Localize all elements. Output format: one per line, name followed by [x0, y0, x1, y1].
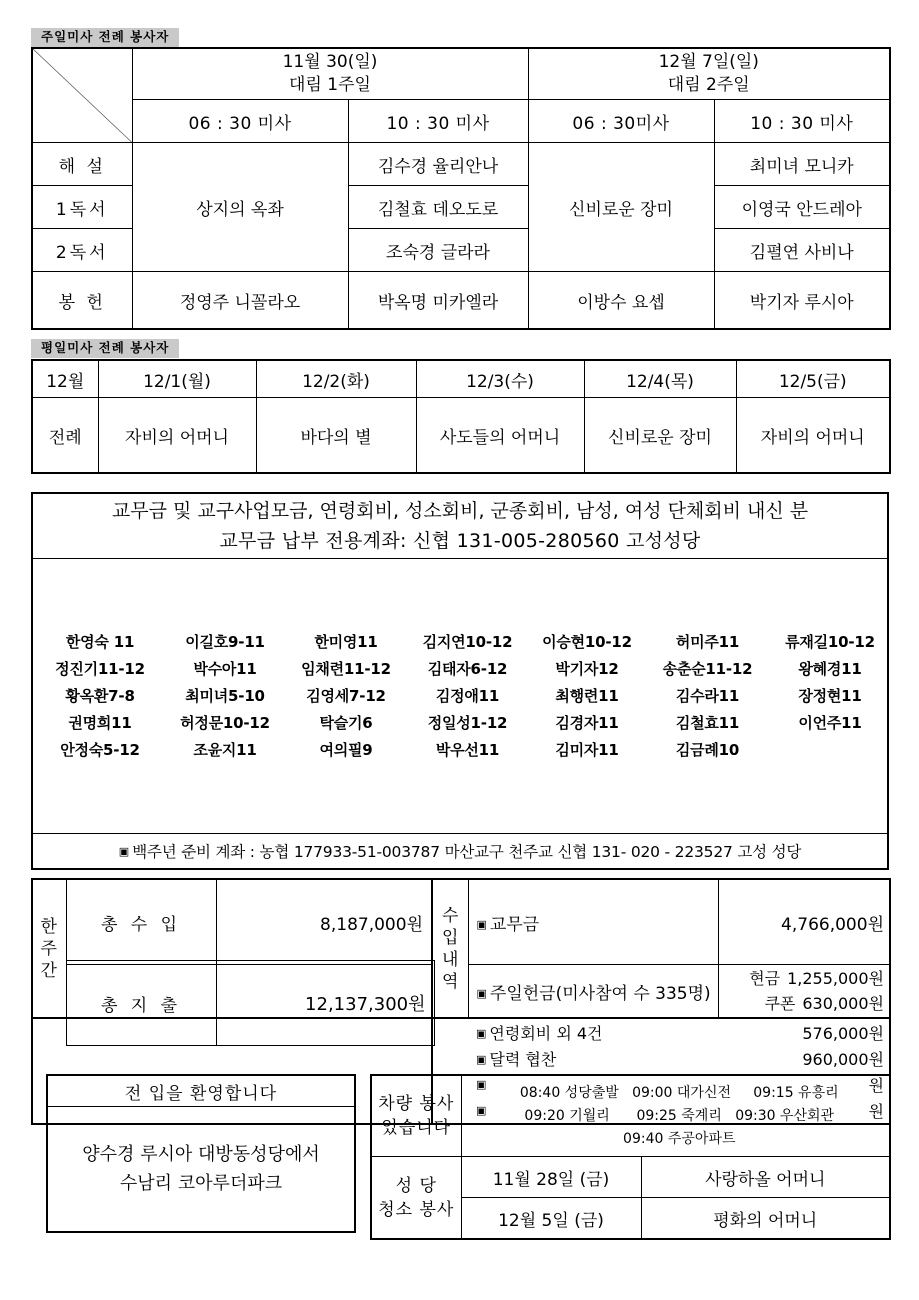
donor-name: 허미주11 — [675, 632, 740, 651]
welcome-line1: 양수경 루시아 대방동성당에서 — [82, 1144, 320, 1165]
income-item-2-text: 주일헌금(미사참여 수 335명) — [489, 983, 711, 1004]
donor-name: 안정숙5-12 — [60, 740, 140, 759]
donor-name — [770, 740, 890, 761]
role-label-reading1: 1독서 — [32, 186, 132, 229]
cleaning-team-1: 사랑하올 어머니 — [641, 1157, 890, 1198]
donor-name: 류재길10-12 — [785, 632, 875, 651]
mass-time-2: 10 : 30 미사 — [348, 100, 528, 143]
weekday-value-2: 바다의 별 — [256, 398, 416, 474]
total-income-label: 총 수 입 — [66, 879, 216, 965]
donor-name: 박우선11 — [435, 740, 500, 759]
donor-name: 장정현11 — [798, 686, 862, 705]
donor-name: 임채련11-12 — [301, 659, 391, 678]
table-row — [32, 961, 434, 1046]
weekday-day-2: 12/2(화) — [256, 360, 416, 398]
centenary-account-cell — [32, 834, 888, 870]
car-service-label-text: 차량 봉사 있습니다 — [378, 1094, 455, 1138]
sunday-mass-section — [31, 26, 889, 330]
day1-date: 11월 30(일) — [282, 52, 378, 72]
offering-head-line1: 교무금 및 교구사업모금, 연령회비, 성소회비, 군종회비, 남성, 여성 단체회비 내신 분 — [111, 500, 809, 522]
offering-table — [31, 492, 889, 870]
donor-name: 김영세7-12 — [306, 686, 386, 705]
filled-square-icon: ▣ — [476, 1052, 487, 1066]
filled-square-icon: ▣ — [476, 986, 487, 1000]
weekday-value-1: 자비의 어머니 — [98, 398, 256, 474]
donor-name: 김지연10-12 — [422, 632, 513, 651]
cleaning-label — [371, 1157, 461, 1240]
filled-square-icon: ▣ — [118, 845, 130, 858]
mass-time-4: 10 : 30 미사 — [714, 100, 890, 143]
sunday-col2-reading1: 김철효 데오도로 — [348, 186, 528, 229]
centenary-account-text: 백주년 준비 계좌 : 농협 177933-51-003787 마산교구 천주교 신협 131- 020 - 223527 고성 성당 — [132, 843, 802, 861]
offering-section — [31, 492, 889, 870]
weekday-day-3: 12/3(수) — [416, 360, 584, 398]
weekday-corner-label: 12월 — [32, 360, 98, 398]
table-row — [32, 398, 890, 474]
donor-name: 최미녀5-10 — [185, 686, 265, 705]
role-label-commentary: 해 설 — [32, 143, 132, 186]
weekday-value-4: 신비로운 장미 — [584, 398, 736, 474]
total-income-value: 8,187,000원 — [216, 879, 432, 965]
sunday-day-header-1 — [132, 48, 528, 100]
day2-season: 대림 2주일 — [667, 75, 750, 95]
weekday-mass-table — [31, 359, 891, 474]
income-item-4-text: 달력 협찬 — [489, 1049, 557, 1069]
offering-person-2: 박옥명 미카엘라 — [348, 272, 528, 330]
expense-overlay — [31, 960, 433, 1046]
offering-person-4: 박기자 루시아 — [714, 272, 890, 330]
table-row — [371, 1157, 890, 1198]
donor-names-cell — [32, 559, 888, 834]
donor-name: 김태자6-12 — [427, 659, 508, 678]
diagonal-line-icon — [33, 49, 132, 142]
income-item-6-value: 원 — [868, 1101, 884, 1121]
mass-time-3: 06 : 30미사 — [528, 100, 714, 143]
donor-name: 왕혜경11 — [798, 659, 862, 678]
table-row — [32, 879, 890, 965]
donor-name: 조윤지11 — [193, 740, 257, 759]
donor-name: 김미자11 — [555, 740, 619, 759]
income-item-3-label — [468, 1019, 718, 1045]
table-row — [47, 1107, 355, 1233]
cleaning-team-2: 평화의 어머니 — [641, 1198, 890, 1240]
expense-table — [31, 960, 435, 1046]
table-row — [32, 559, 888, 834]
offering-header-cell — [32, 493, 888, 559]
coupon-label: 쿠폰 — [764, 994, 796, 1013]
sunday-day-header-2 — [528, 48, 890, 100]
donor-name: 탁슬기6 — [319, 713, 373, 732]
table-row — [32, 360, 890, 398]
corner-diagonal-cell — [32, 48, 132, 143]
income-item-1-label — [468, 879, 718, 965]
sunday-col4-commentary: 최미녀 모니카 — [714, 143, 890, 186]
car-line-3: 09:40 주공아파트 — [623, 1130, 736, 1147]
table-row — [32, 493, 888, 559]
welcome-title: 전 입을 환영합니다 — [47, 1075, 355, 1107]
service-table — [370, 1074, 891, 1240]
sunday-col3-merged-group: 신비로운 장미 — [528, 143, 714, 272]
coupon-row — [719, 991, 890, 1016]
cleaning-label-text: 성 당 청소 봉사 — [378, 1175, 455, 1220]
cash-value: 1,255,000원 — [787, 969, 884, 988]
donor-name: 이승현10-12 — [542, 632, 632, 651]
donor-name: 최행련11 — [555, 686, 619, 705]
filled-square-icon: ▣ — [476, 1103, 487, 1117]
donor-name: 김철효11 — [675, 713, 740, 732]
table-row — [32, 834, 888, 870]
sunday-col4-reading1: 이영국 안드레아 — [714, 186, 890, 229]
sunday-col4-reading2: 김펼연 사비나 — [714, 229, 890, 272]
car-line-1: 08:40 성당출발 09:00 대가신전 09:15 유흥리 — [519, 1084, 839, 1101]
weekday-day-5: 12/5(금) — [736, 360, 890, 398]
income-item-2-label — [468, 965, 718, 1019]
sunday-col2-commentary: 김수경 율리안나 — [348, 143, 528, 186]
income-item-4-label — [468, 1045, 718, 1071]
cash-row — [719, 966, 890, 991]
day1-season: 대림 1주일 — [289, 75, 371, 95]
total-expense-label: 총 지 출 — [66, 961, 216, 1046]
donor-name: 이언주11 — [798, 713, 862, 732]
role-label-reading2: 2독서 — [32, 229, 132, 272]
welcome-section — [46, 1074, 356, 1233]
offering-head-line2: 교무금 납부 전용계좌: 신협 131-005-280560 고성성당 — [219, 530, 701, 552]
income-item-5-value: 원 — [868, 1075, 884, 1095]
weekday-mass-tag: 평일미사 전례 봉사자 — [31, 339, 179, 358]
cash-label: 현금 — [749, 969, 781, 988]
coupon-value: 630,000원 — [802, 994, 884, 1013]
car-service-schedule — [461, 1075, 890, 1157]
table-row — [371, 1075, 890, 1157]
income-item-3-text: 연령회비 외 4건 — [489, 1023, 603, 1043]
donor-name: 김수라11 — [675, 686, 740, 705]
donor-name: 정일성1-12 — [427, 713, 508, 732]
donor-name: 이길호9-11 — [185, 632, 265, 651]
offering-person-1: 정영주 니꼴라오 — [132, 272, 348, 330]
donor-name: 한영숙 11 — [65, 632, 135, 651]
sunday-col1-merged-group: 상지의 옥좌 — [132, 143, 348, 272]
cleaning-date-2: 12월 5일 (금) — [461, 1198, 641, 1240]
cleaning-date-1: 11월 28일 (금) — [461, 1157, 641, 1198]
filled-square-icon: ▣ — [476, 1077, 487, 1091]
donor-name: 허정문10-12 — [180, 713, 270, 732]
breakdown-label-text: 수입 내역 — [442, 905, 459, 992]
breakdown-label — [432, 879, 468, 1018]
donor-name: 권명희11 — [68, 713, 132, 732]
bottom-right-section — [370, 1074, 889, 1240]
donor-name: 박수아11 — [193, 659, 257, 678]
donor-name: 송춘순11-12 — [662, 659, 753, 678]
income-item-3-value: 576,000원 — [802, 1023, 884, 1043]
total-expense-value: 12,137,300원 — [216, 961, 434, 1046]
donor-name: 정진기11-12 — [55, 659, 145, 678]
table-row — [47, 1075, 355, 1107]
donor-name: 황옥환7-8 — [65, 686, 135, 705]
income-item-4-value: 960,000원 — [802, 1049, 884, 1069]
sunday-mass-tag: 주일미사 전례 봉사자 — [31, 28, 179, 47]
welcome-body — [47, 1107, 355, 1233]
role-label-offering: 봉 헌 — [32, 272, 132, 330]
donor-name: 김경자11 — [555, 713, 619, 732]
weekday-row-label: 전례 — [32, 398, 98, 474]
welcome-line2: 수남리 코아루더파크 — [119, 1173, 283, 1194]
donor-name: 한미영11 — [314, 632, 378, 651]
table-row — [32, 272, 890, 330]
day2-date: 12월 7일(일) — [658, 52, 759, 72]
welcome-table — [46, 1074, 356, 1233]
weekday-value-5: 자비의 어머니 — [736, 398, 890, 474]
car-service-label — [371, 1075, 461, 1157]
filled-square-icon: ▣ — [476, 917, 487, 931]
income-item-1-text: 교무금 — [489, 914, 540, 935]
donor-name: 여의필9 — [319, 740, 373, 759]
donor-name: 김정애11 — [435, 686, 500, 705]
car-line-2: 09:20 기월리 09:25 죽계리 09:30 우산회관 — [524, 1107, 835, 1124]
weekday-value-3: 사도들의 어머니 — [416, 398, 584, 474]
sunday-mass-table — [31, 47, 891, 330]
offering-person-3: 이방수 요셉 — [528, 272, 714, 330]
table-row — [32, 100, 890, 143]
mass-time-1: 06 : 30 미사 — [132, 100, 348, 143]
donor-name: 박기자12 — [555, 659, 619, 678]
weekday-day-1: 12/1(월) — [98, 360, 256, 398]
weekday-day-4: 12/4(목) — [584, 360, 736, 398]
filled-square-icon: ▣ — [476, 1026, 487, 1040]
donor-names-grid — [36, 632, 884, 761]
table-row — [32, 48, 890, 100]
weekday-mass-section — [31, 337, 889, 474]
income-item-1-value: 4,766,000원 — [718, 879, 890, 965]
donor-name: 김금례10 — [675, 740, 740, 759]
sunday-col2-reading2: 조숙경 글라라 — [348, 229, 528, 272]
table-row — [32, 143, 890, 186]
period-label: 한 주 간 — [32, 879, 66, 1018]
income-item-2-value — [718, 965, 890, 1019]
